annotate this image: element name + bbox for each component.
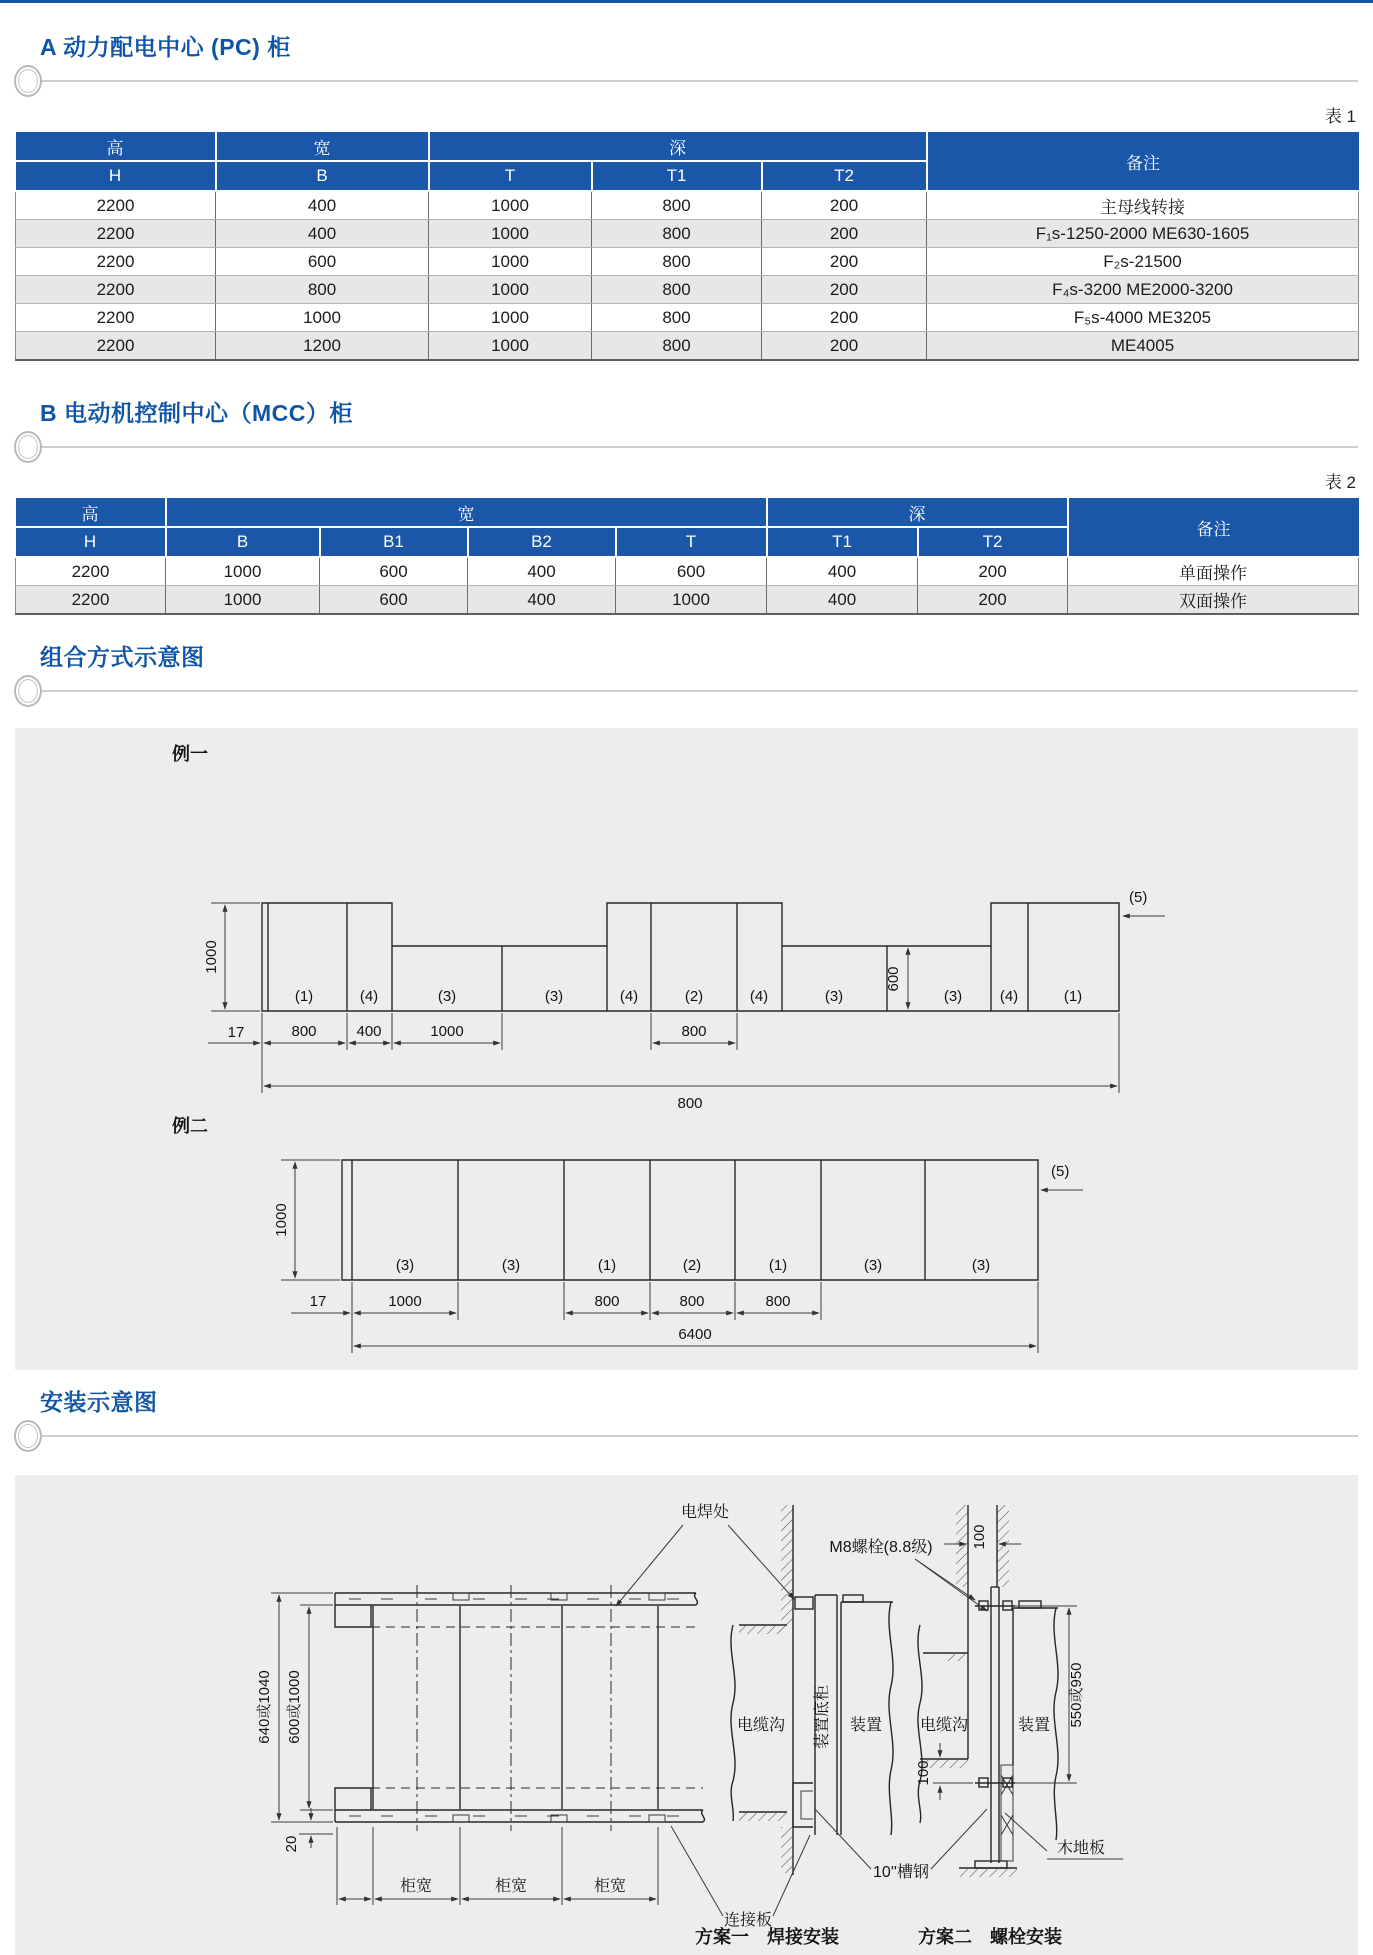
th-h: H bbox=[16, 527, 166, 557]
cell: 1000 bbox=[429, 191, 592, 220]
weld-callout bbox=[616, 1503, 794, 1606]
e1-width-dim: 1000 bbox=[430, 1023, 464, 1040]
e1-overall-dim: 800 bbox=[677, 1095, 703, 1112]
th-b: B bbox=[166, 527, 320, 557]
cell: 800 bbox=[216, 276, 429, 304]
section-install-title: 安装示意图 bbox=[40, 1389, 158, 1415]
cell: 400 bbox=[767, 586, 918, 615]
th-t2: T2 bbox=[762, 161, 927, 191]
e1-ref-5: (5) bbox=[1129, 889, 1148, 906]
e1-inner-depth-dim: 600 bbox=[885, 966, 902, 992]
e2-overall-dim: 6400 bbox=[678, 1326, 712, 1343]
cell: 200 bbox=[762, 220, 927, 248]
base-frame-plan bbox=[256, 1585, 704, 1905]
e2-cell-label: (3) bbox=[863, 1257, 883, 1274]
cell: 800 bbox=[592, 191, 762, 220]
top-accent-bar bbox=[0, 0, 1373, 3]
cell: 1000 bbox=[429, 276, 592, 304]
combo-diagram bbox=[15, 728, 1358, 1370]
example2-diagram bbox=[172, 1115, 1083, 1353]
cell: 200 bbox=[762, 191, 927, 220]
cell: 2200 bbox=[16, 276, 216, 304]
cell: F₅s-4000 ME3205 bbox=[927, 304, 1359, 332]
cell: 600 bbox=[320, 586, 468, 615]
section-b-title: B 电动机控制中心（MCC）柜 bbox=[40, 400, 353, 426]
cell: F₂s-21500 bbox=[927, 248, 1359, 276]
th-depth: 深 bbox=[767, 498, 1068, 527]
e1-cell-label: (4) bbox=[749, 988, 769, 1005]
cell: 400 bbox=[468, 557, 616, 586]
e1-cell-label: (2) bbox=[684, 988, 704, 1005]
e1-depth-dim: 1000 bbox=[203, 940, 220, 974]
e2-cell-label: (1) bbox=[768, 1257, 788, 1274]
cell: 1000 bbox=[216, 304, 429, 332]
th-height: 高 bbox=[16, 498, 166, 527]
cell: 2200 bbox=[16, 557, 166, 586]
ring-icon bbox=[14, 431, 42, 463]
dim-600-1000: 600或1000 bbox=[286, 1670, 303, 1744]
pc-cabinet-table bbox=[15, 132, 1359, 361]
th-h: H bbox=[16, 161, 216, 191]
e1-cell-label: (1) bbox=[294, 988, 314, 1005]
e2-width-dim: 1000 bbox=[388, 1293, 422, 1310]
e2-width-dim: 800 bbox=[594, 1293, 620, 1310]
cell: 400 bbox=[468, 586, 616, 615]
cell: 2200 bbox=[16, 586, 166, 615]
wood-floor-label: 木地板 bbox=[1056, 1840, 1106, 1857]
e1-width-dim: 800 bbox=[291, 1023, 317, 1040]
cell: 600 bbox=[616, 557, 767, 586]
cell: 800 bbox=[592, 332, 762, 361]
cell: 200 bbox=[762, 332, 927, 361]
e1-cell-label: (4) bbox=[359, 988, 379, 1005]
e1-cell-label: (4) bbox=[999, 988, 1019, 1005]
cell: F₁s-1250-2000 ME630-1605 bbox=[927, 220, 1359, 248]
ring-icon bbox=[14, 65, 42, 97]
cell: 800 bbox=[592, 220, 762, 248]
cab-width-label: 柜宽 bbox=[494, 1878, 528, 1895]
cell: 2200 bbox=[16, 332, 216, 361]
strip-dashes bbox=[349, 1599, 679, 1816]
combo-diagram-panel bbox=[15, 728, 1358, 1370]
table-row bbox=[16, 220, 1359, 248]
e1-lead-dim: 17 bbox=[227, 1024, 245, 1041]
table-row bbox=[16, 304, 1359, 332]
section-combo-rule bbox=[14, 674, 1373, 708]
cell: 2200 bbox=[16, 191, 216, 220]
cell: 1000 bbox=[429, 332, 592, 361]
e1-cell-label: (1) bbox=[1063, 988, 1083, 1005]
table-row bbox=[16, 557, 1359, 586]
th-width: 宽 bbox=[166, 498, 767, 527]
th-remark: 备注 bbox=[927, 132, 1359, 191]
bolt-label: M8螺栓(8.8级) bbox=[829, 1539, 933, 1556]
example2-label: 例二 bbox=[172, 1116, 208, 1136]
mcc-cabinet-table bbox=[15, 498, 1359, 615]
rule-line bbox=[42, 690, 1358, 692]
e2-cell-label: (3) bbox=[395, 1257, 415, 1274]
dim-640-1040: 640或1040 bbox=[256, 1670, 273, 1744]
th-remark: 备注 bbox=[1068, 498, 1359, 557]
table2-header-row-1 bbox=[16, 498, 1359, 527]
cell: 2200 bbox=[16, 304, 216, 332]
cab-width-label: 柜宽 bbox=[399, 1878, 433, 1895]
cell: 600 bbox=[320, 557, 468, 586]
e2-depth-dim: 1000 bbox=[273, 1203, 290, 1237]
cell: 400 bbox=[216, 220, 429, 248]
th-height: 高 bbox=[16, 132, 216, 161]
install-diagram bbox=[15, 1475, 1358, 1955]
weld-spot-label: 电焊处 bbox=[680, 1504, 730, 1521]
dim-550-950: 550或950 bbox=[1068, 1662, 1085, 1728]
scheme1-section bbox=[671, 1505, 893, 1947]
table-row bbox=[16, 276, 1359, 304]
th-t: T bbox=[429, 161, 592, 191]
cell: 1000 bbox=[429, 248, 592, 276]
th-depth: 深 bbox=[429, 132, 927, 161]
cell: 200 bbox=[762, 276, 927, 304]
th-b: B bbox=[216, 161, 429, 191]
e2-lead-dim: 17 bbox=[309, 1293, 327, 1310]
cab-width-label: 柜宽 bbox=[593, 1878, 627, 1895]
cell: F₄s-3200 ME2000-3200 bbox=[927, 276, 1359, 304]
cell: 1000 bbox=[616, 586, 767, 615]
section-b-rule bbox=[14, 430, 1373, 464]
rule-line bbox=[42, 80, 1358, 82]
cell: 800 bbox=[592, 248, 762, 276]
cell: 200 bbox=[918, 557, 1068, 586]
e1-cell-label: (3) bbox=[437, 988, 457, 1005]
dim-20: 20 bbox=[283, 1835, 300, 1853]
e1-width-dim: 800 bbox=[681, 1023, 707, 1040]
example1-diagram bbox=[172, 743, 1165, 1112]
scheme1-caption: 方案一 焊接安装 bbox=[695, 1927, 839, 1947]
e1-cell-label: (4) bbox=[619, 988, 639, 1005]
rule-line bbox=[42, 1435, 1358, 1437]
cell: 2200 bbox=[16, 220, 216, 248]
table-row bbox=[16, 586, 1359, 615]
th-t1: T1 bbox=[767, 527, 918, 557]
th-t2: T2 bbox=[918, 527, 1068, 557]
cell: 双面操作 bbox=[1068, 586, 1359, 615]
device-label: 装置 bbox=[849, 1717, 883, 1734]
cable-trench-label: 电缆沟 bbox=[736, 1717, 786, 1734]
cell: 800 bbox=[592, 304, 762, 332]
e1-width-dim: 400 bbox=[356, 1023, 382, 1040]
dim-100-top: 100 bbox=[971, 1524, 988, 1550]
section-a-rule bbox=[14, 64, 1373, 98]
e2-cell-label: (1) bbox=[597, 1257, 617, 1274]
e2-width-dim: 800 bbox=[765, 1293, 791, 1310]
table-row bbox=[16, 332, 1359, 361]
cell: ME4005 bbox=[927, 332, 1359, 361]
dim-100-bottom: 100 bbox=[915, 1760, 932, 1786]
e2-cell-label: (3) bbox=[501, 1257, 521, 1274]
section-combo-title: 组合方式示意图 bbox=[40, 644, 205, 670]
cell: 200 bbox=[762, 248, 927, 276]
e1-cell-label: (3) bbox=[544, 988, 564, 1005]
cell: 200 bbox=[762, 304, 927, 332]
device-label: 装置 bbox=[1017, 1717, 1051, 1734]
section-a-title: A 动力配电中心 (PC) 柜 bbox=[40, 34, 291, 60]
cell: 主母线转接 bbox=[927, 191, 1359, 220]
th-width: 宽 bbox=[216, 132, 429, 161]
e2-ref-5: (5) bbox=[1051, 1163, 1070, 1180]
conn-plate-label: 连接板 bbox=[723, 1912, 773, 1929]
e2-width-dim: 800 bbox=[679, 1293, 705, 1310]
cable-trench-label: 电缆沟 bbox=[919, 1717, 969, 1734]
cell: 1000 bbox=[166, 586, 320, 615]
e2-cell-label: (2) bbox=[682, 1257, 702, 1274]
device-base-cab-label: 装置底柜 bbox=[814, 1684, 831, 1750]
table-row bbox=[16, 191, 1359, 220]
cell: 400 bbox=[216, 191, 429, 220]
e1-cell-label: (3) bbox=[943, 988, 963, 1005]
cell: 200 bbox=[918, 586, 1068, 615]
table1-tag: 表 1 bbox=[1324, 107, 1356, 126]
rule-line bbox=[42, 446, 1358, 448]
table-row bbox=[16, 248, 1359, 276]
th-b2: B2 bbox=[468, 527, 616, 557]
table2-tag: 表 2 bbox=[1324, 473, 1356, 492]
channel-steel-label: 10''槽钢 bbox=[873, 1864, 929, 1881]
cell: 1000 bbox=[429, 304, 592, 332]
cell: 1000 bbox=[166, 557, 320, 586]
ring-icon bbox=[14, 675, 42, 707]
table1-header-row-1 bbox=[16, 132, 1359, 161]
e1-cell-label: (3) bbox=[824, 988, 844, 1005]
cell: 800 bbox=[592, 276, 762, 304]
example1-label: 例一 bbox=[172, 744, 208, 764]
ring-icon bbox=[14, 1420, 42, 1452]
cell: 600 bbox=[216, 248, 429, 276]
cell: 400 bbox=[767, 557, 918, 586]
cell: 1000 bbox=[429, 220, 592, 248]
section-install-rule bbox=[14, 1419, 1373, 1453]
th-t: T bbox=[616, 527, 767, 557]
th-b1: B1 bbox=[320, 527, 468, 557]
install-diagram-panel bbox=[15, 1475, 1358, 1955]
e2-cell-label: (3) bbox=[971, 1257, 991, 1274]
th-t1: T1 bbox=[592, 161, 762, 191]
cell: 2200 bbox=[16, 248, 216, 276]
cell: 单面操作 bbox=[1068, 557, 1359, 586]
scheme2-caption: 方案二 螺栓安装 bbox=[918, 1927, 1062, 1947]
cell: 1200 bbox=[216, 332, 429, 361]
